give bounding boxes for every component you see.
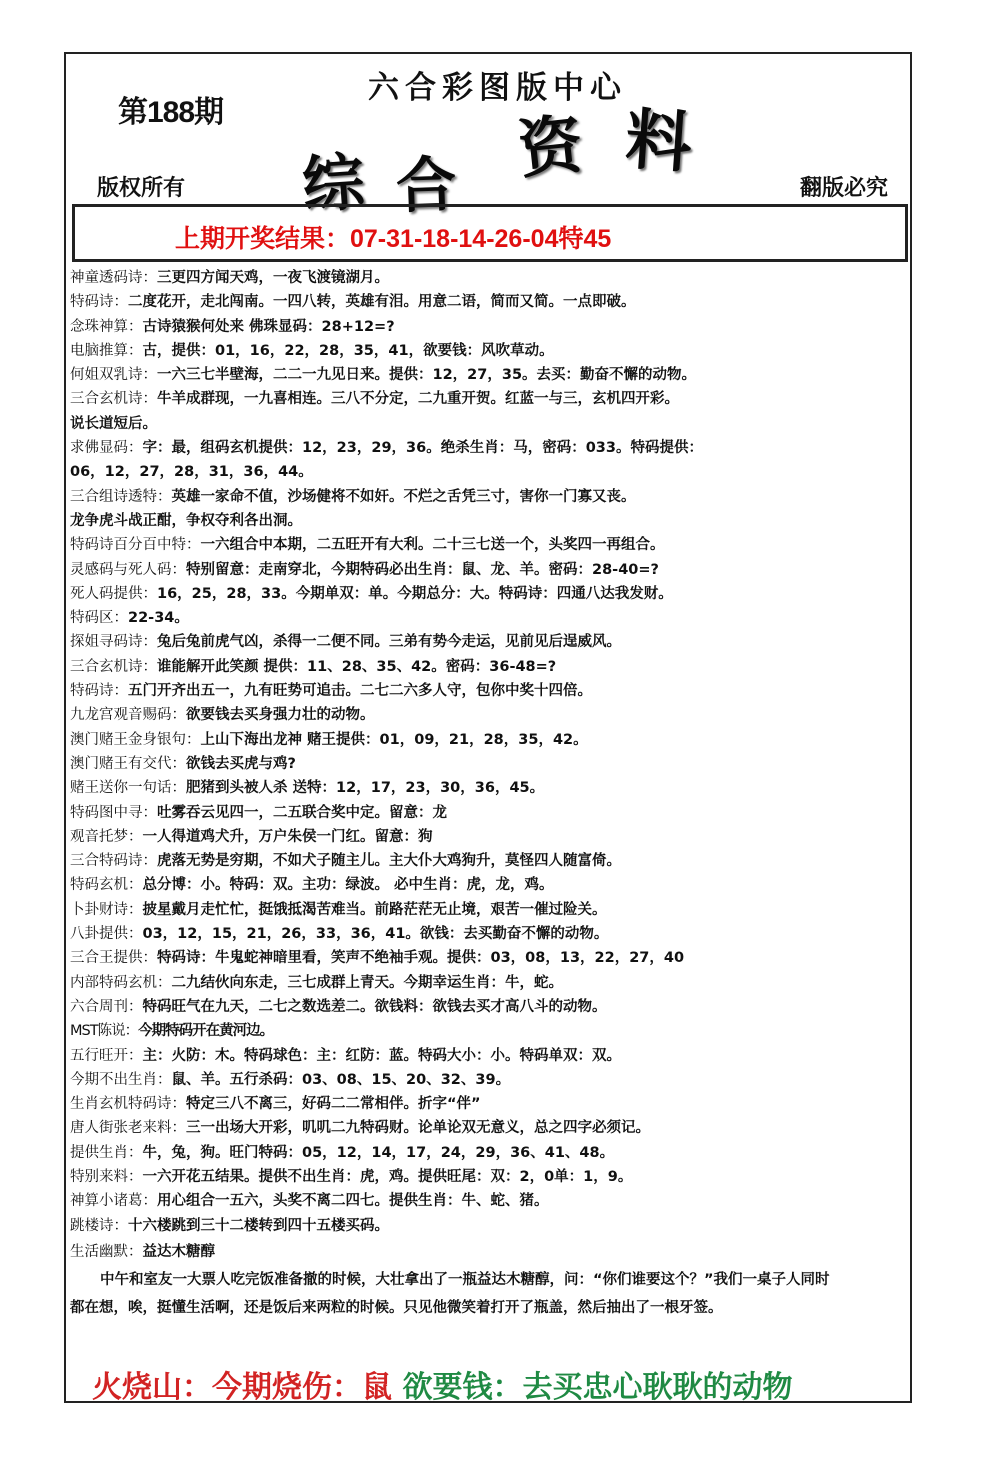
line-text: 今期特码开在黄河边。	[138, 1023, 274, 1040]
line-text: 吐雾吞云见四一，二五联合奖中定。留意：龙	[157, 804, 447, 821]
publisher-title: 六合彩图版中心	[368, 70, 627, 106]
line-text: 肥猪到头被人杀 送特：12，17，23，30，36，45。	[186, 780, 545, 797]
footer-banner	[92, 1362, 792, 1406]
line-text: 二九结伙向东走，三七成群上青天。今期幸运生肖：牛，蛇。	[171, 974, 563, 991]
line-label: 六合周刊：	[70, 998, 143, 1015]
line-text: 总分博：小。特码：双。主功：绿波。 必中生肖：虎，龙，鸡。	[142, 877, 554, 894]
line-label: 五行旺开：	[70, 1047, 143, 1064]
line-label: 特码诗：	[70, 294, 128, 311]
line-label: 三合玄机诗：	[70, 391, 157, 408]
line-label: 何姐双乳诗：	[70, 367, 157, 384]
line-text: 说长道短后。	[70, 415, 157, 432]
story-body: 中午和室友一大票人吃完饭准备撤的时候，大壮拿出了一瓶益达木糖醇，问：“你们谁要这个？”我们一桌子人同时都在想，唉，挺懂生活啊，还是饭后来两粒的时候。只见他微笑着打开了瓶盖，然后抽出了一根牙签。	[70, 1271, 830, 1316]
line-text: 上山下海出龙神 赌王提供：01，09，21，28，35，42。	[200, 731, 588, 748]
text-line	[70, 606, 906, 630]
text-line	[70, 266, 906, 290]
line-text: 一六开花五结果。提供不出生肖：虎，鸡。提供旺尾：双：2，0单：1，9。	[142, 1168, 633, 1185]
line-label: 特码诗百分百中特：	[70, 537, 201, 554]
line-text: 22-34。	[128, 610, 189, 627]
line-label: 三合王提供：	[70, 950, 157, 967]
line-text: 16，25，28，33。今期单双：单。今期总分：大。特码诗：四通八达我发财。	[157, 585, 673, 602]
line-text: 披星戴月走忙忙，挺饿抵渴苦难当。前路茫茫无止境，艰苦一催过险关。	[142, 901, 607, 918]
line-text: 用心组合一五六，头奖不离二四七。提供生肖：牛、蛇、猪。	[157, 1193, 549, 1210]
line-label: 九龙宫观音赐码：	[70, 707, 186, 724]
big-title-char-2: 合	[394, 149, 458, 223]
line-label: 死人码提供：	[70, 585, 157, 602]
line-text: 一六组合中本期，二五旺开有大利。二十三七送一个，头奖四一再组合。	[200, 537, 665, 554]
big-title-char-3: 资	[514, 106, 587, 189]
text-line	[70, 1141, 906, 1165]
text-line	[70, 558, 906, 582]
text-line	[70, 363, 906, 387]
text-line	[70, 1165, 906, 1189]
big-title-char-4: 料	[622, 99, 695, 183]
line-label: 卜卦财诗：	[70, 901, 143, 918]
line-label: 特码诗：	[70, 683, 128, 700]
line-label: 八卦提供：	[70, 926, 143, 943]
line-text: 五门开齐出五一，九有旺势可追击。二七二六多人守，包你中奖十四倍。	[128, 683, 592, 700]
line-label: 澳门赌王金身银句：	[70, 731, 201, 748]
line-text: 兔后兔前虎气凶，杀得一二便不同。三弟有势今走运，见前见后逞威风。	[157, 634, 621, 651]
footer-red-text: 火烧山：今期烧伤：鼠	[92, 1370, 392, 1405]
text-line	[70, 825, 906, 849]
line-label: 电脑推算：	[70, 342, 143, 359]
story-title-label: 生活幽默：	[70, 1243, 143, 1260]
line-text: 字：最，组码玄机提供：12，23，29，36。绝杀生肖：马，密码：033。特码提供：	[142, 440, 703, 457]
line-text: 龙争虎斗战正酣，争权夺利各出洞。	[70, 512, 302, 529]
line-text: 十六楼跳到三十二楼转到四十五楼买码。	[128, 1217, 389, 1234]
line-text: 03，12，15，21，26，33，36，41。欲钱：去买勤奋不懈的动物。	[142, 926, 609, 943]
line-label: 观音托梦：	[70, 828, 143, 845]
text-line	[70, 1214, 906, 1238]
line-text: 谁能解开此笑颜 提供：11、28、35、42。密码：36-48=?	[157, 658, 557, 675]
text-line	[70, 630, 906, 654]
line-text: 特定三八不离三，好码二二常相伴。折字“伴”	[186, 1096, 481, 1113]
line-text: 特别留意：走南穿北，今期特码必出生肖：鼠、龙、羊。密码：28-40=?	[186, 561, 659, 578]
text-line	[70, 752, 906, 776]
line-label: 特码图中寻：	[70, 804, 157, 821]
text-line	[70, 1189, 906, 1213]
line-text: 一六三七半壁海，二二一九见日来。提供：12，27，35。去买：勤奋不懈的动物。	[157, 367, 697, 384]
text-line	[70, 1019, 906, 1043]
content-lines	[70, 266, 906, 1322]
line-text: 主：火防：木。特码球色：主：红防：蓝。特码大小：小。特码单双：双。	[142, 1047, 621, 1064]
line-text: 牛羊成群现，一九喜相连。三八不分定，二九重开贺。红蓝一与三，玄机四开彩。	[157, 391, 679, 408]
text-line	[70, 339, 906, 363]
text-line	[70, 1044, 906, 1068]
line-text: 牛，兔，狗。旺门特码：05，12，14，17，24，29，36、41、48。	[142, 1144, 615, 1161]
line-label: 求佛显码：	[70, 440, 143, 457]
text-line	[70, 1092, 906, 1116]
text-line	[70, 290, 906, 314]
copyright-left: 版权所有	[97, 175, 186, 201]
text-line	[70, 776, 906, 800]
text-line	[70, 873, 906, 897]
line-text: 三一出场大开彩，叽叽二九特码财。论单论双无意义，总之四字必须记。	[186, 1120, 650, 1137]
text-line	[70, 922, 906, 946]
line-label: 灵感码与死人码：	[70, 561, 186, 578]
text-line	[70, 460, 906, 484]
line-text: 一人得道鸡犬升，万户朱侯一门红。留意：狗	[142, 828, 433, 845]
issue-number: 第188期	[118, 96, 224, 129]
text-line	[70, 801, 906, 825]
text-line	[70, 655, 906, 679]
line-label: 探姐寻码诗：	[70, 634, 157, 651]
text-line	[70, 582, 906, 606]
line-text: 鼠、羊。五行杀码：03、08、15、20、32、39。	[171, 1071, 511, 1088]
line-label: 三合特码诗：	[70, 853, 157, 870]
text-line	[70, 509, 906, 533]
text-line	[70, 533, 906, 557]
line-label: 澳门赌王有交代：	[70, 755, 186, 772]
text-line	[70, 995, 906, 1019]
text-line	[70, 1068, 906, 1092]
line-label: 神童透码诗：	[70, 270, 157, 286]
line-label: 特码区：	[70, 610, 128, 627]
line-text: 06，12，27，28，31，36，44。	[70, 464, 313, 481]
text-line	[70, 728, 906, 752]
line-label: 三合玄机诗：	[70, 658, 157, 675]
line-label: 提供生肖：	[70, 1144, 143, 1161]
last-result-box	[72, 204, 908, 262]
line-text: 虎落无势是穷期，不如犬子随主儿。主大仆大鸡狗升，莫怪四人随富倚。	[157, 853, 621, 870]
text-line	[70, 946, 906, 970]
last-result-text: 上期开奖结果：07-31-18-14-26-04特45	[175, 225, 612, 253]
copyright-right: 翻版必究	[799, 175, 888, 201]
text-line	[70, 971, 906, 995]
line-label: 念珠神算：	[70, 318, 143, 335]
line-text: 古诗猿猴何处来 佛珠显码：28+12=?	[142, 318, 395, 335]
text-line	[70, 485, 906, 509]
document-sheet	[64, 52, 912, 1403]
line-text: 特码诗：牛鬼蛇神暗里看，笑声不绝袖手观。提供：03，08，13，22，27，40	[157, 950, 685, 967]
text-line	[70, 315, 906, 339]
line-text: 欲要钱去买身强力壮的动物。	[186, 707, 375, 724]
line-label: 特码玄机：	[70, 877, 143, 894]
line-label: 唐人街张老来料：	[70, 1120, 186, 1137]
story-title-text: 益达木糖醇	[142, 1243, 215, 1260]
line-label: MST陈说：	[70, 1023, 139, 1040]
big-title-char-1: 综	[299, 144, 367, 223]
text-line	[70, 703, 906, 727]
line-text: 英雄一家命不值，沙场健将不如奸。不烂之舌凭三寸，害你一门寡又丧。	[171, 488, 636, 505]
text-line	[70, 387, 906, 411]
text-line	[70, 412, 906, 436]
line-label: 今期不出生肖：	[70, 1071, 172, 1088]
text-line	[70, 436, 906, 460]
line-label: 神算小诸葛：	[70, 1193, 157, 1210]
line-text: 特码旺气在九天，二七之数选差二。欲钱料：欲钱去买才高八斗的动物。	[142, 998, 607, 1015]
line-label: 内部特码玄机：	[70, 974, 172, 991]
text-line	[70, 1116, 906, 1140]
line-label: 赌王送你一句话：	[70, 780, 186, 797]
line-text: 欲钱去买虎与鸡?	[186, 755, 296, 772]
line-text: 三更四方闻天鸡，一夜飞渡镜湖月。	[157, 270, 389, 286]
line-text: 古，提供：01，16，22，28，35，41，欲要钱：风吹草动。	[142, 342, 554, 359]
line-label: 特别来料：	[70, 1168, 143, 1185]
text-line	[70, 849, 906, 873]
line-text: 二度花开，走北闯南。一四八转，英雄有泪。用意二语，简而又简。一点即破。	[128, 294, 636, 311]
text-line	[70, 679, 906, 703]
text-line	[70, 898, 906, 922]
footer-green-text: 欲要钱：去买忠心耿耿的动物	[402, 1370, 793, 1405]
story-title	[70, 1238, 906, 1266]
line-label: 生肖玄机特码诗：	[70, 1096, 186, 1113]
line-label: 跳楼诗：	[70, 1217, 128, 1234]
line-label: 三合组诗透特：	[70, 488, 172, 505]
